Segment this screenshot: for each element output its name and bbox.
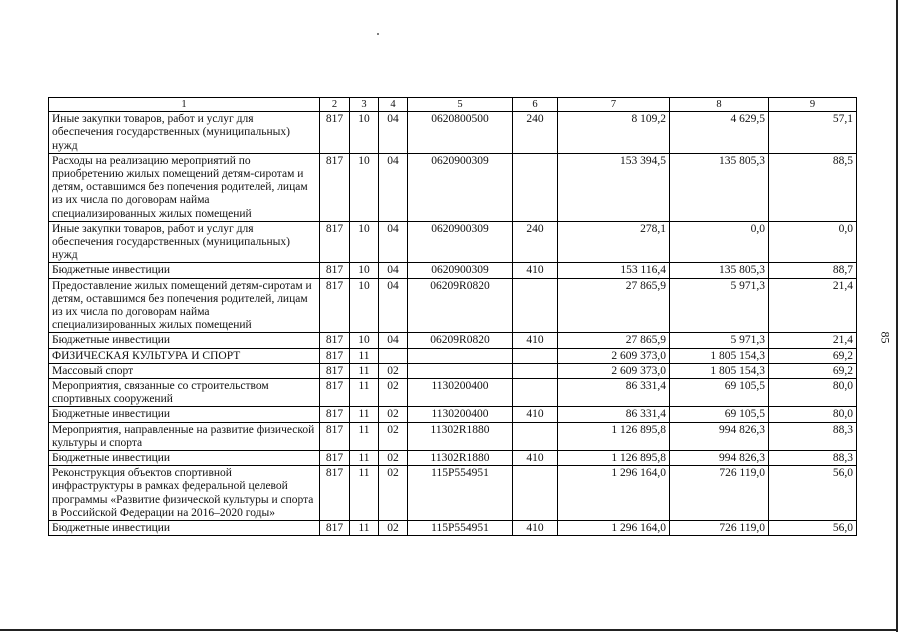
table-row (49, 333, 857, 348)
cell-expense-type (513, 278, 558, 333)
cell-target-article: 0620800500 (408, 112, 513, 154)
cell-plan: 2 609 373,0 (558, 363, 670, 378)
cell-percent: 69,2 (769, 363, 857, 378)
cell-name: Бюджетные инвестиции (49, 263, 320, 278)
cell-subsection: 04 (379, 221, 408, 263)
cell-percent: 21,4 (769, 278, 857, 333)
cell-percent: 88,7 (769, 263, 857, 278)
cell-plan: 8 109,2 (558, 112, 670, 154)
cell-percent: 80,0 (769, 407, 857, 422)
table-row (49, 278, 857, 333)
table-row (49, 379, 857, 407)
cell-subsection: 04 (379, 153, 408, 221)
cell-percent: 88,5 (769, 153, 857, 221)
cell-name: Бюджетные инвестиции (49, 451, 320, 466)
cell-percent: 57,1 (769, 112, 857, 154)
cell-ministry: 817 (320, 348, 350, 363)
table-body (49, 112, 857, 536)
cell-percent: 80,0 (769, 379, 857, 407)
cell-subsection (379, 348, 408, 363)
cell-ministry: 817 (320, 333, 350, 348)
cell-section: 10 (350, 153, 379, 221)
cell-name: Массовый спорт (49, 363, 320, 378)
cell-section: 10 (350, 278, 379, 333)
header-cell-4: 4 (379, 98, 408, 112)
cell-ministry: 817 (320, 451, 350, 466)
header-cell-9: 9 (769, 98, 857, 112)
cell-subsection: 04 (379, 263, 408, 278)
header-cell-7: 7 (558, 98, 670, 112)
cell-section: 11 (350, 521, 379, 536)
cell-subsection: 02 (379, 466, 408, 521)
cell-name: Бюджетные инвестиции (49, 521, 320, 536)
cell-ministry: 817 (320, 153, 350, 221)
cell-expense-type (513, 153, 558, 221)
cell-section: 10 (350, 221, 379, 263)
cell-plan: 1 296 164,0 (558, 521, 670, 536)
cell-target-article: 0620900309 (408, 221, 513, 263)
cell-target-article: 1130200400 (408, 379, 513, 407)
table-row (49, 407, 857, 422)
budget-table (48, 97, 857, 536)
cell-section: 10 (350, 263, 379, 278)
table-row (49, 363, 857, 378)
cell-subsection: 02 (379, 422, 408, 450)
cell-actual: 1 805 154,3 (670, 348, 769, 363)
cell-section: 11 (350, 422, 379, 450)
cell-section: 11 (350, 466, 379, 521)
cell-ministry: 817 (320, 466, 350, 521)
cell-plan: 1 126 895,8 (558, 422, 670, 450)
cell-name: ФИЗИЧЕСКАЯ КУЛЬТУРА И СПОРТ (49, 348, 320, 363)
table-row (49, 221, 857, 263)
cell-expense-type: 410 (513, 263, 558, 278)
cell-expense-type: 240 (513, 112, 558, 154)
cell-target-article: 11302R1880 (408, 451, 513, 466)
cell-subsection: 04 (379, 278, 408, 333)
cell-ministry: 817 (320, 112, 350, 154)
cell-actual: 0,0 (670, 221, 769, 263)
cell-expense-type: 240 (513, 221, 558, 263)
cell-ministry: 817 (320, 422, 350, 450)
cell-plan: 153 116,4 (558, 263, 670, 278)
cell-name: Предоставление жилых помещений детям-сиротам и детям, оставшимся без попечения родителей, лицам из их числа по договорам найма специализированных жилых помещений (49, 278, 320, 333)
cell-percent: 21,4 (769, 333, 857, 348)
cell-percent: 56,0 (769, 521, 857, 536)
cell-plan: 153 394,5 (558, 153, 670, 221)
cell-plan: 27 865,9 (558, 278, 670, 333)
cell-subsection: 02 (379, 407, 408, 422)
cell-ministry: 817 (320, 263, 350, 278)
cell-expense-type (513, 363, 558, 378)
cell-name: Иные закупки товаров, работ и услуг для обеспечения государственных (муниципальных) нужд (49, 112, 320, 154)
cell-target-article: 06209R0820 (408, 333, 513, 348)
cell-expense-type: 410 (513, 407, 558, 422)
cell-section: 11 (350, 379, 379, 407)
header-cell-5: 5 (408, 98, 513, 112)
cell-target-article: 0620900309 (408, 263, 513, 278)
cell-name: Реконструкция объектов спортивной инфраструктуры в рамках федеральной целевой программы «Развитие физической культуры и спорта в Российской Федерации на 2016–2020 годы» (49, 466, 320, 521)
header-cell-2: 2 (320, 98, 350, 112)
cell-expense-type: 410 (513, 521, 558, 536)
cell-name: Бюджетные инвестиции (49, 407, 320, 422)
cell-expense-type: 410 (513, 333, 558, 348)
cell-section: 11 (350, 451, 379, 466)
cell-actual: 726 119,0 (670, 466, 769, 521)
page-number: 85 (878, 331, 893, 344)
cell-expense-type (513, 466, 558, 521)
cell-expense-type (513, 422, 558, 450)
cell-ministry: 817 (320, 278, 350, 333)
cell-ministry: 817 (320, 363, 350, 378)
cell-expense-type (513, 379, 558, 407)
cell-ministry: 817 (320, 221, 350, 263)
table-row (49, 422, 857, 450)
cell-actual: 135 805,3 (670, 263, 769, 278)
cell-name: Иные закупки товаров, работ и услуг для обеспечения государственных (муниципальных) нужд (49, 221, 320, 263)
table-row (49, 466, 857, 521)
cell-section: 10 (350, 112, 379, 154)
cell-plan: 278,1 (558, 221, 670, 263)
cell-plan: 27 865,9 (558, 333, 670, 348)
cell-subsection: 02 (379, 451, 408, 466)
cell-subsection: 04 (379, 333, 408, 348)
cell-name: Мероприятия, связанные со строительством спортивных сооружений (49, 379, 320, 407)
cell-target-article (408, 348, 513, 363)
cell-target-article (408, 363, 513, 378)
cell-name: Расходы на реализацию мероприятий по приобретению жилых помещений детям-сиротам и детям, оставшимся без попечения родителей, лицам из их числа по договорам найма специализированных жилых помещений (49, 153, 320, 221)
cell-name: Мероприятия, направленные на развитие физической культуры и спорта (49, 422, 320, 450)
header-cell-6: 6 (513, 98, 558, 112)
cell-subsection: 02 (379, 363, 408, 378)
cell-subsection: 02 (379, 379, 408, 407)
cell-percent: 56,0 (769, 466, 857, 521)
table-row (49, 521, 857, 536)
cell-actual: 69 105,5 (670, 407, 769, 422)
header-cell-1: 1 (49, 98, 320, 112)
table-row (49, 348, 857, 363)
header-cell-3: 3 (350, 98, 379, 112)
cell-percent: 0,0 (769, 221, 857, 263)
cell-actual: 69 105,5 (670, 379, 769, 407)
cell-ministry: 817 (320, 521, 350, 536)
cell-actual: 4 629,5 (670, 112, 769, 154)
cell-target-article: 11302R1880 (408, 422, 513, 450)
cell-subsection: 04 (379, 112, 408, 154)
table-row (49, 263, 857, 278)
cell-percent: 88,3 (769, 451, 857, 466)
cell-section: 11 (350, 363, 379, 378)
cell-actual: 5 971,3 (670, 333, 769, 348)
table-row (49, 451, 857, 466)
cell-plan: 1 296 164,0 (558, 466, 670, 521)
cell-target-article: 115P554951 (408, 521, 513, 536)
cell-section: 11 (350, 348, 379, 363)
cell-expense-type: 410 (513, 451, 558, 466)
cell-ministry: 817 (320, 379, 350, 407)
cell-percent: 88,3 (769, 422, 857, 450)
cell-actual: 726 119,0 (670, 521, 769, 536)
cell-percent: 69,2 (769, 348, 857, 363)
cell-actual: 994 826,3 (670, 451, 769, 466)
header-row (49, 98, 857, 112)
cell-name: Бюджетные инвестиции (49, 333, 320, 348)
cell-plan: 86 331,4 (558, 407, 670, 422)
cell-plan: 86 331,4 (558, 379, 670, 407)
cell-actual: 5 971,3 (670, 278, 769, 333)
table-row (49, 112, 857, 154)
speck (377, 33, 379, 35)
cell-expense-type (513, 348, 558, 363)
table-row (49, 153, 857, 221)
cell-target-article: 06209R0820 (408, 278, 513, 333)
page-edge-right (896, 0, 898, 632)
header-cell-8: 8 (670, 98, 769, 112)
cell-target-article: 1130200400 (408, 407, 513, 422)
cell-ministry: 817 (320, 407, 350, 422)
cell-actual: 1 805 154,3 (670, 363, 769, 378)
cell-section: 11 (350, 407, 379, 422)
cell-section: 10 (350, 333, 379, 348)
cell-target-article: 115P554951 (408, 466, 513, 521)
page-edge-bottom (0, 629, 898, 631)
cell-actual: 994 826,3 (670, 422, 769, 450)
cell-actual: 135 805,3 (670, 153, 769, 221)
cell-target-article: 0620900309 (408, 153, 513, 221)
cell-plan: 2 609 373,0 (558, 348, 670, 363)
cell-plan: 1 126 895,8 (558, 451, 670, 466)
cell-subsection: 02 (379, 521, 408, 536)
